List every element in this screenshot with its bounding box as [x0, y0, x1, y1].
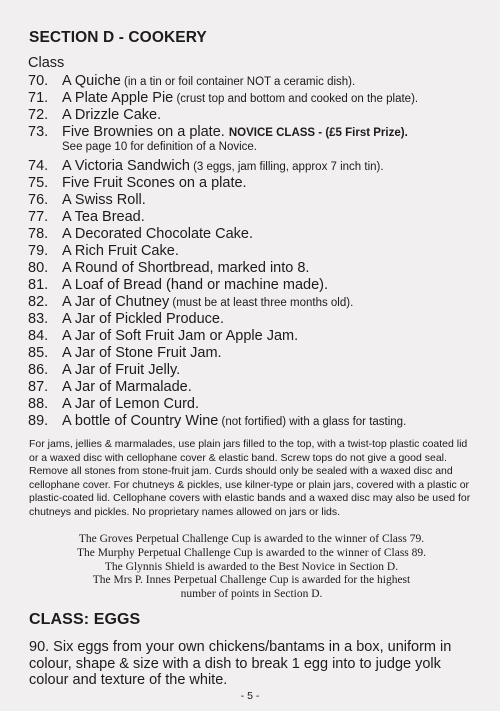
- class-title: A Victoria Sandwich: [62, 158, 190, 174]
- section-heading: SECTION D - COOKERY: [29, 29, 207, 46]
- class-item: [28, 311, 224, 328]
- class-label: Class: [28, 55, 65, 71]
- class-number: 80.: [28, 260, 49, 276]
- page-number: - 5 -: [240, 690, 260, 702]
- class-title: A Jar of Fruit Jelly.: [62, 362, 181, 378]
- class-title: A Round of Shortbread, marked into 8.: [62, 260, 310, 276]
- class-number: 77.: [28, 209, 49, 225]
- cup-award-line: The Glynnis Shield is awarded to the Best Novice in Section D.: [104, 560, 399, 573]
- class-item: [28, 243, 179, 260]
- class-item: [28, 124, 408, 141]
- novice-class-label: NOVICE CLASS - (£5 First Prize).: [228, 127, 408, 139]
- class-title: A Rich Fruit Cake.: [62, 243, 179, 259]
- class-number: 70.: [28, 73, 49, 89]
- cup-award-line: number of points in Section D.: [180, 588, 323, 601]
- class-title: Five Brownies on a plate.: [62, 124, 225, 140]
- class-number: 81.: [28, 277, 49, 293]
- eggs-heading: CLASS: EGGS: [29, 611, 141, 628]
- class-item: [28, 260, 309, 277]
- class-title: A Quiche: [62, 73, 121, 89]
- class-number: 73.: [28, 124, 49, 140]
- class-item: [28, 192, 146, 209]
- class-title: A Plate Apple Pie: [62, 90, 174, 106]
- cup-awards: [29, 533, 474, 602]
- class-number: 79.: [28, 243, 49, 259]
- class-item: [28, 379, 192, 396]
- class-title: A Jar of Pickled Produce.: [62, 311, 224, 327]
- class-title: A Decorated Chocolate Cake.: [62, 226, 254, 242]
- class-item: [28, 294, 353, 311]
- class-number: 88.: [28, 396, 49, 412]
- class-item: [28, 175, 247, 192]
- class-number: 71.: [28, 90, 49, 106]
- class-title: A Drizzle Cake.: [62, 107, 162, 123]
- novice-note: See page 10 for definition of a Novice.: [62, 141, 257, 153]
- class-item: [28, 90, 418, 107]
- eggs-class-text: 90. Six eggs from your own chickens/bantams in a box, uniform in colour, shape & size with a dish to break 1 egg into to judge yolk colour and texture of the white.: [29, 639, 452, 688]
- class-number: 82.: [28, 294, 49, 310]
- class-title: Five Fruit Scones on a plate.: [62, 175, 247, 191]
- class-item: [28, 345, 222, 362]
- class-title: A Loaf of Bread (hand or machine made).: [62, 277, 328, 293]
- class-title: A bottle of Country Wine: [62, 413, 219, 429]
- class-title: A Tea Bread.: [62, 209, 145, 225]
- class-item: [28, 209, 145, 226]
- class-item: [28, 158, 384, 175]
- class-item: [28, 226, 253, 243]
- class-title: A Swiss Roll.: [62, 192, 146, 208]
- class-title: A Jar of Chutney: [62, 294, 170, 310]
- class-number: 72.: [28, 107, 49, 123]
- class-item: [28, 396, 199, 413]
- class-item: [28, 362, 180, 379]
- class-item: [28, 277, 328, 294]
- class-detail: (not fortified) with a glass for tasting.: [218, 416, 407, 428]
- class-number: 83.: [28, 311, 49, 327]
- class-title: A Jar of Lemon Curd.: [62, 396, 200, 412]
- class-number: 75.: [28, 175, 49, 191]
- class-detail: (in a tin or foil container NOT a ceramic dish).: [120, 76, 356, 88]
- class-detail: (must be at least three months old).: [169, 297, 354, 309]
- class-number: 74.: [28, 158, 49, 174]
- class-title: A Jar of Soft Fruit Jam or Apple Jam.: [62, 328, 299, 344]
- class-detail: (3 eggs, jam filling, approx 7 inch tin).: [189, 161, 384, 173]
- cup-award-line: The Murphy Perpetual Challenge Cup is awarded to the winner of Class 89.: [76, 546, 427, 559]
- class-number: 86.: [28, 362, 49, 378]
- class-number: 78.: [28, 226, 49, 242]
- class-title: A Jar of Marmalade.: [62, 379, 192, 395]
- class-number: 87.: [28, 379, 49, 395]
- class-item: [28, 73, 355, 90]
- class-title: A Jar of Stone Fruit Jam.: [62, 345, 222, 361]
- class-number: 85.: [28, 345, 49, 361]
- cup-award-line: The Groves Perpetual Challenge Cup is awarded to the winner of Class 79.: [78, 533, 425, 545]
- class-number: 76.: [28, 192, 49, 208]
- jam-notes-paragraph: For jams, jellies & marmalades, use plain jars filled to the top, with a twist-top plastic coated lid or a waxed disc with cellophane cover & elastic band. Screw tops do not give a good seal. Remove all stones from stone-fruit jam. Curds should only be sealed with a waxed disc and cellophane cover. For chutneys & pickles, use kilner-type or plain jars, covered with a plastic or plastic-coated lid. Cellophane covers with elastic bands and a waxed disc may also be used for chutneys and pickles. No proprietary names allowed on jars or lids.: [29, 438, 471, 518]
- class-item: [28, 413, 406, 430]
- class-item: [28, 328, 298, 345]
- class-item: [28, 107, 161, 124]
- class-number: 84.: [28, 328, 49, 344]
- cup-award-line: The Mrs P. Innes Perpetual Challenge Cup is awarded for the highest: [92, 574, 411, 587]
- class-detail: (crust top and bottom and cooked on the plate).: [173, 93, 419, 105]
- class-number: 89.: [28, 413, 49, 429]
